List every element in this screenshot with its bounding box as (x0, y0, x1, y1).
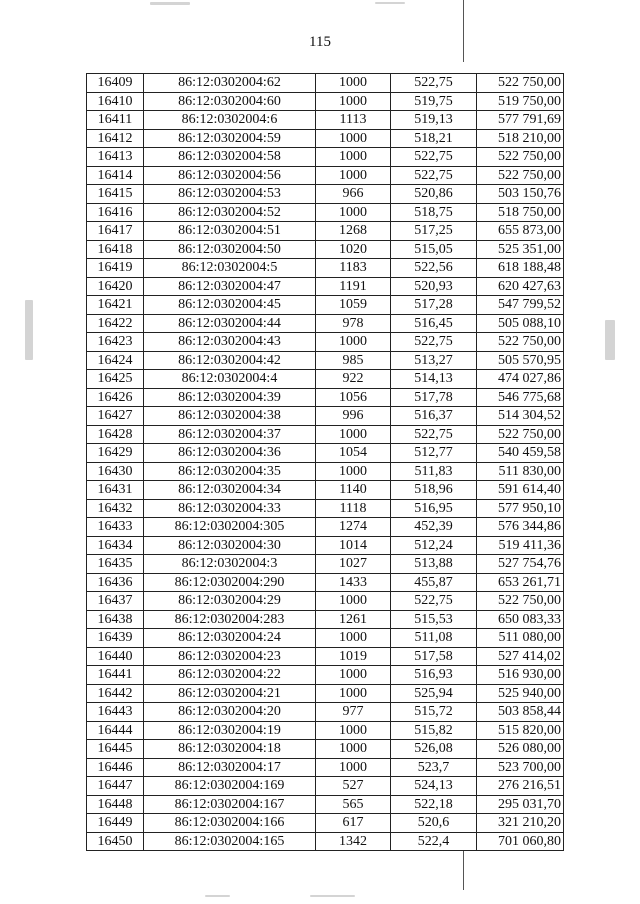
table-row (87, 370, 564, 389)
cadastral-number-cell: 86:12:0302004:19 (144, 721, 316, 740)
table-row (87, 333, 564, 352)
row-number-cell: 16415 (87, 185, 144, 204)
total-value-cell: 523 700,00 (477, 758, 564, 777)
unit-value-cell: 512,24 (391, 536, 477, 555)
scan-speck (310, 895, 355, 897)
cadastral-number-cell: 86:12:0302004:5 (144, 259, 316, 278)
cadastral-number-cell: 86:12:0302004:44 (144, 314, 316, 333)
table-row (87, 814, 564, 833)
unit-value-cell: 522,75 (391, 425, 477, 444)
unit-value-cell: 520,86 (391, 185, 477, 204)
table-row (87, 555, 564, 574)
row-number-cell: 16437 (87, 592, 144, 611)
row-number-cell: 16419 (87, 259, 144, 278)
area-cell: 1000 (316, 684, 391, 703)
area-cell: 1000 (316, 203, 391, 222)
area-cell: 1261 (316, 610, 391, 629)
cadastral-number-cell: 86:12:0302004:6 (144, 111, 316, 130)
unit-value-cell: 523,7 (391, 758, 477, 777)
total-value-cell: 618 188,48 (477, 259, 564, 278)
table-row (87, 592, 564, 611)
total-value-cell: 650 083,33 (477, 610, 564, 629)
scan-speck (25, 300, 33, 360)
row-number-cell: 16409 (87, 74, 144, 93)
area-cell: 1118 (316, 499, 391, 518)
area-cell: 1000 (316, 592, 391, 611)
total-value-cell: 577 791,69 (477, 111, 564, 130)
unit-value-cell: 514,13 (391, 370, 477, 389)
cadastral-number-cell: 86:12:0302004:33 (144, 499, 316, 518)
scan-speck (605, 320, 615, 360)
cadastral-number-cell: 86:12:0302004:283 (144, 610, 316, 629)
total-value-cell: 527 754,76 (477, 555, 564, 574)
area-cell: 617 (316, 814, 391, 833)
cadastral-number-cell: 86:12:0302004:52 (144, 203, 316, 222)
total-value-cell: 526 080,00 (477, 740, 564, 759)
scan-speck (150, 2, 190, 5)
unit-value-cell: 524,13 (391, 777, 477, 796)
table-row (87, 462, 564, 481)
cadastral-number-cell: 86:12:0302004:56 (144, 166, 316, 185)
area-cell: 1000 (316, 333, 391, 352)
table-row (87, 499, 564, 518)
table-row (87, 129, 564, 148)
table-row (87, 277, 564, 296)
total-value-cell: 505 088,10 (477, 314, 564, 333)
total-value-cell: 503 858,44 (477, 703, 564, 722)
area-cell: 1000 (316, 92, 391, 111)
row-number-cell: 16416 (87, 203, 144, 222)
cadastral-number-cell: 86:12:0302004:37 (144, 425, 316, 444)
total-value-cell: 518 750,00 (477, 203, 564, 222)
cadastral-number-cell: 86:12:0302004:21 (144, 684, 316, 703)
total-value-cell: 522 750,00 (477, 592, 564, 611)
cadastral-number-cell: 86:12:0302004:165 (144, 832, 316, 851)
area-cell: 1059 (316, 296, 391, 315)
total-value-cell: 516 930,00 (477, 666, 564, 685)
cadastral-number-cell: 86:12:0302004:47 (144, 277, 316, 296)
row-number-cell: 16447 (87, 777, 144, 796)
table-row (87, 203, 564, 222)
total-value-cell: 505 570,95 (477, 351, 564, 370)
area-cell: 527 (316, 777, 391, 796)
total-value-cell: 591 614,40 (477, 481, 564, 500)
cadastral-number-cell: 86:12:0302004:169 (144, 777, 316, 796)
cadastral-number-cell: 86:12:0302004:53 (144, 185, 316, 204)
unit-value-cell: 513,88 (391, 555, 477, 574)
table-body (87, 74, 564, 851)
row-number-cell: 16449 (87, 814, 144, 833)
total-value-cell: 527 414,02 (477, 647, 564, 666)
page-number: 115 (309, 34, 331, 50)
table-row (87, 148, 564, 167)
total-value-cell: 511 830,00 (477, 462, 564, 481)
row-number-cell: 16418 (87, 240, 144, 259)
row-number-cell: 16448 (87, 795, 144, 814)
unit-value-cell: 455,87 (391, 573, 477, 592)
unit-value-cell: 517,78 (391, 388, 477, 407)
row-number-cell: 16450 (87, 832, 144, 851)
unit-value-cell: 526,08 (391, 740, 477, 759)
total-value-cell: 519 750,00 (477, 92, 564, 111)
area-cell: 1342 (316, 832, 391, 851)
row-number-cell: 16425 (87, 370, 144, 389)
area-cell: 996 (316, 407, 391, 426)
table-row (87, 536, 564, 555)
cadastral-number-cell: 86:12:0302004:24 (144, 629, 316, 648)
row-number-cell: 16445 (87, 740, 144, 759)
table-row (87, 666, 564, 685)
row-number-cell: 16414 (87, 166, 144, 185)
total-value-cell: 577 950,10 (477, 499, 564, 518)
row-number-cell: 16410 (87, 92, 144, 111)
unit-value-cell: 516,95 (391, 499, 477, 518)
cadastral-number-cell: 86:12:0302004:20 (144, 703, 316, 722)
table-row (87, 832, 564, 851)
total-value-cell: 321 210,20 (477, 814, 564, 833)
unit-value-cell: 518,75 (391, 203, 477, 222)
cadastral-number-cell: 86:12:0302004:51 (144, 222, 316, 241)
row-number-cell: 16435 (87, 555, 144, 574)
area-cell: 1019 (316, 647, 391, 666)
unit-value-cell: 516,37 (391, 407, 477, 426)
table-row (87, 795, 564, 814)
row-number-cell: 16432 (87, 499, 144, 518)
table-row (87, 629, 564, 648)
unit-value-cell: 515,53 (391, 610, 477, 629)
cadastral-number-cell: 86:12:0302004:38 (144, 407, 316, 426)
total-value-cell: 546 775,68 (477, 388, 564, 407)
cadastral-number-cell: 86:12:0302004:36 (144, 444, 316, 463)
unit-value-cell: 525,94 (391, 684, 477, 703)
unit-value-cell: 511,83 (391, 462, 477, 481)
unit-value-cell: 522,4 (391, 832, 477, 851)
area-cell: 1000 (316, 148, 391, 167)
area-cell: 1054 (316, 444, 391, 463)
area-cell: 1000 (316, 740, 391, 759)
unit-value-cell: 522,75 (391, 592, 477, 611)
cadastral-number-cell: 86:12:0302004:42 (144, 351, 316, 370)
table-row (87, 703, 564, 722)
table-row (87, 721, 564, 740)
unit-value-cell: 522,75 (391, 166, 477, 185)
table-row (87, 425, 564, 444)
table-row (87, 259, 564, 278)
unit-value-cell: 522,56 (391, 259, 477, 278)
total-value-cell: 518 210,00 (477, 129, 564, 148)
cadastral-number-cell: 86:12:0302004:23 (144, 647, 316, 666)
unit-value-cell: 522,18 (391, 795, 477, 814)
area-cell: 1183 (316, 259, 391, 278)
total-value-cell: 522 750,00 (477, 425, 564, 444)
area-cell: 978 (316, 314, 391, 333)
cadastral-number-cell: 86:12:0302004:45 (144, 296, 316, 315)
row-number-cell: 16427 (87, 407, 144, 426)
row-number-cell: 16428 (87, 425, 144, 444)
table-row (87, 777, 564, 796)
row-number-cell: 16443 (87, 703, 144, 722)
row-number-cell: 16431 (87, 481, 144, 500)
total-value-cell: 511 080,00 (477, 629, 564, 648)
unit-value-cell: 520,6 (391, 814, 477, 833)
cadastral-number-cell: 86:12:0302004:167 (144, 795, 316, 814)
total-value-cell: 547 799,52 (477, 296, 564, 315)
unit-value-cell: 522,75 (391, 148, 477, 167)
unit-value-cell: 517,25 (391, 222, 477, 241)
area-cell: 977 (316, 703, 391, 722)
row-number-cell: 16424 (87, 351, 144, 370)
area-cell: 1000 (316, 425, 391, 444)
cadastral-number-cell: 86:12:0302004:58 (144, 148, 316, 167)
table-row (87, 351, 564, 370)
area-cell: 1000 (316, 166, 391, 185)
binding-line-top (463, 0, 464, 62)
area-cell: 1113 (316, 111, 391, 130)
area-cell: 1274 (316, 518, 391, 537)
cadastral-number-cell: 86:12:0302004:59 (144, 129, 316, 148)
row-number-cell: 16430 (87, 462, 144, 481)
unit-value-cell: 512,77 (391, 444, 477, 463)
unit-value-cell: 516,93 (391, 666, 477, 685)
row-number-cell: 16433 (87, 518, 144, 537)
cadastral-number-cell: 86:12:0302004:35 (144, 462, 316, 481)
area-cell: 1014 (316, 536, 391, 555)
unit-value-cell: 517,28 (391, 296, 477, 315)
table-row (87, 296, 564, 315)
total-value-cell: 525 351,00 (477, 240, 564, 259)
row-number-cell: 16438 (87, 610, 144, 629)
table-row (87, 407, 564, 426)
unit-value-cell: 519,75 (391, 92, 477, 111)
table-row (87, 222, 564, 241)
table-row (87, 111, 564, 130)
cadastral-number-cell: 86:12:0302004:18 (144, 740, 316, 759)
total-value-cell: 515 820,00 (477, 721, 564, 740)
unit-value-cell: 515,82 (391, 721, 477, 740)
area-cell: 966 (316, 185, 391, 204)
unit-value-cell: 513,27 (391, 351, 477, 370)
row-number-cell: 16436 (87, 573, 144, 592)
row-number-cell: 16423 (87, 333, 144, 352)
row-number-cell: 16444 (87, 721, 144, 740)
row-number-cell: 16422 (87, 314, 144, 333)
cadastral-number-cell: 86:12:0302004:22 (144, 666, 316, 685)
unit-value-cell: 515,72 (391, 703, 477, 722)
cadastral-number-cell: 86:12:0302004:50 (144, 240, 316, 259)
table-row (87, 314, 564, 333)
row-number-cell: 16439 (87, 629, 144, 648)
total-value-cell: 295 031,70 (477, 795, 564, 814)
total-value-cell: 514 304,52 (477, 407, 564, 426)
area-cell: 1020 (316, 240, 391, 259)
unit-value-cell: 522,75 (391, 333, 477, 352)
area-cell: 1000 (316, 758, 391, 777)
row-number-cell: 16442 (87, 684, 144, 703)
row-number-cell: 16434 (87, 536, 144, 555)
table-row (87, 240, 564, 259)
scan-speck (375, 2, 405, 4)
table-row (87, 444, 564, 463)
row-number-cell: 16420 (87, 277, 144, 296)
row-number-cell: 16413 (87, 148, 144, 167)
row-number-cell: 16441 (87, 666, 144, 685)
table-row (87, 74, 564, 93)
unit-value-cell: 518,21 (391, 129, 477, 148)
table-row (87, 185, 564, 204)
row-number-cell: 16446 (87, 758, 144, 777)
table-row (87, 481, 564, 500)
cadastral-number-cell: 86:12:0302004:29 (144, 592, 316, 611)
table-row (87, 388, 564, 407)
area-cell: 922 (316, 370, 391, 389)
area-cell: 565 (316, 795, 391, 814)
row-number-cell: 16417 (87, 222, 144, 241)
row-number-cell: 16412 (87, 129, 144, 148)
table-row (87, 92, 564, 111)
cadastral-number-cell: 86:12:0302004:3 (144, 555, 316, 574)
total-value-cell: 474 027,86 (477, 370, 564, 389)
total-value-cell: 576 344,86 (477, 518, 564, 537)
area-cell: 1140 (316, 481, 391, 500)
area-cell: 1000 (316, 74, 391, 93)
row-number-cell: 16440 (87, 647, 144, 666)
area-cell: 1268 (316, 222, 391, 241)
row-number-cell: 16411 (87, 111, 144, 130)
cadastral-number-cell: 86:12:0302004:60 (144, 92, 316, 111)
cadastral-number-cell: 86:12:0302004:43 (144, 333, 316, 352)
total-value-cell: 519 411,36 (477, 536, 564, 555)
unit-value-cell: 520,93 (391, 277, 477, 296)
total-value-cell: 655 873,00 (477, 222, 564, 241)
table-row (87, 758, 564, 777)
binding-line-bottom (463, 850, 464, 890)
row-number-cell: 16421 (87, 296, 144, 315)
cadastral-number-cell: 86:12:0302004:39 (144, 388, 316, 407)
unit-value-cell: 511,08 (391, 629, 477, 648)
total-value-cell: 522 750,00 (477, 166, 564, 185)
total-value-cell: 701 060,80 (477, 832, 564, 851)
scan-speck (205, 895, 230, 897)
table-row (87, 166, 564, 185)
table-row (87, 518, 564, 537)
area-cell: 1000 (316, 666, 391, 685)
row-number-cell: 16426 (87, 388, 144, 407)
cadastral-number-cell: 86:12:0302004:30 (144, 536, 316, 555)
area-cell: 1433 (316, 573, 391, 592)
table-row (87, 740, 564, 759)
area-cell: 1000 (316, 629, 391, 648)
unit-value-cell: 519,13 (391, 111, 477, 130)
cadastral-number-cell: 86:12:0302004:4 (144, 370, 316, 389)
cadastral-number-cell: 86:12:0302004:305 (144, 518, 316, 537)
total-value-cell: 522 750,00 (477, 333, 564, 352)
area-cell: 1056 (316, 388, 391, 407)
area-cell: 1191 (316, 277, 391, 296)
area-cell: 985 (316, 351, 391, 370)
area-cell: 1000 (316, 129, 391, 148)
total-value-cell: 522 750,00 (477, 148, 564, 167)
unit-value-cell: 517,58 (391, 647, 477, 666)
area-cell: 1027 (316, 555, 391, 574)
unit-value-cell: 518,96 (391, 481, 477, 500)
cadastral-number-cell: 86:12:0302004:166 (144, 814, 316, 833)
table-row (87, 610, 564, 629)
unit-value-cell: 452,39 (391, 518, 477, 537)
table-row (87, 647, 564, 666)
row-number-cell: 16429 (87, 444, 144, 463)
area-cell: 1000 (316, 462, 391, 481)
total-value-cell: 540 459,58 (477, 444, 564, 463)
total-value-cell: 276 216,51 (477, 777, 564, 796)
table-row (87, 684, 564, 703)
cadastral-table (86, 73, 564, 851)
total-value-cell: 503 150,76 (477, 185, 564, 204)
total-value-cell: 620 427,63 (477, 277, 564, 296)
total-value-cell: 525 940,00 (477, 684, 564, 703)
table-row (87, 573, 564, 592)
cadastral-number-cell: 86:12:0302004:34 (144, 481, 316, 500)
cadastral-number-cell: 86:12:0302004:290 (144, 573, 316, 592)
cadastral-number-cell: 86:12:0302004:62 (144, 74, 316, 93)
unit-value-cell: 516,45 (391, 314, 477, 333)
total-value-cell: 653 261,71 (477, 573, 564, 592)
area-cell: 1000 (316, 721, 391, 740)
cadastral-number-cell: 86:12:0302004:17 (144, 758, 316, 777)
total-value-cell: 522 750,00 (477, 74, 564, 93)
unit-value-cell: 515,05 (391, 240, 477, 259)
unit-value-cell: 522,75 (391, 74, 477, 93)
